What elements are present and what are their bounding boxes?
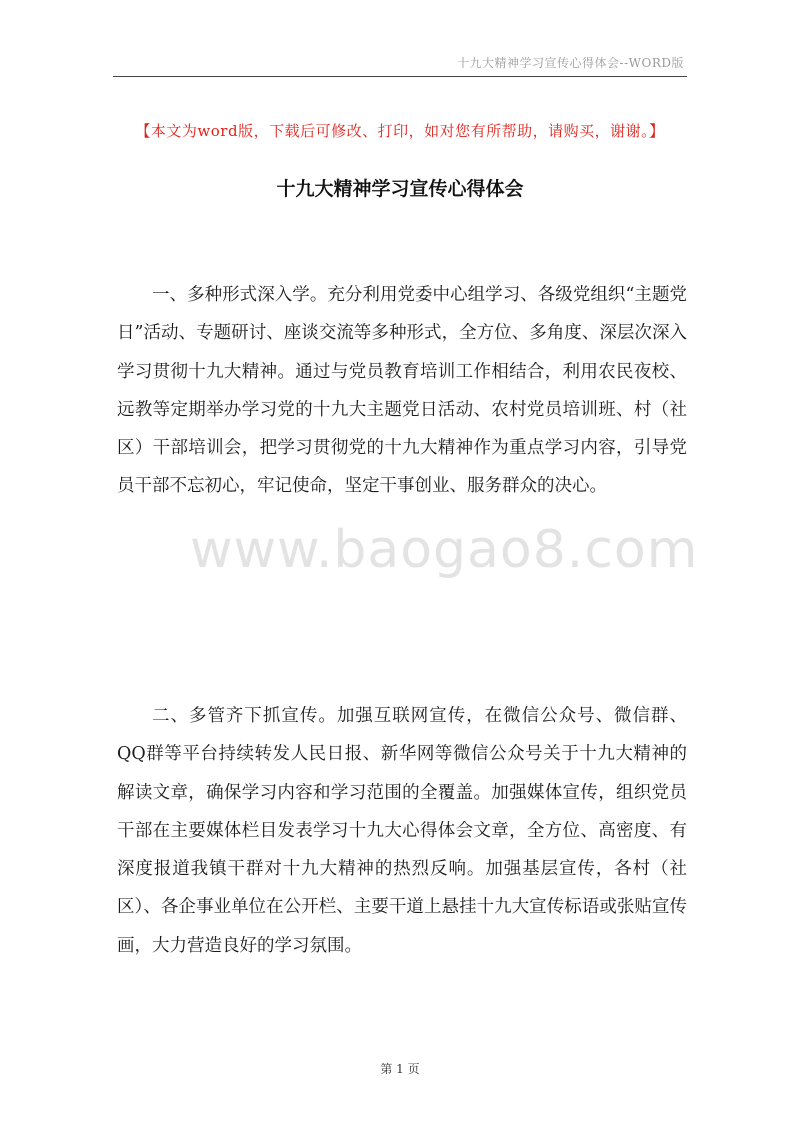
watermark: www.baogao8.com [190,520,699,580]
paragraph-2: 二、多管齐下抓宣传。加强互联网宣传，在微信公众号、微信群、QQ群等平台持续转发人民日报、新华网等微信公众号关于十九大精神的解读文章，确保学习内容和学习范围的全覆盖。加强媒体宣传，组织党员干部在主要媒体栏目发表学习十九大心得体会文章，全方位、高密度、有深度报道我镇干群对十九大精神的热烈反响。加强基层宣传，各村（社区）、各企事业单位在公开栏、主要干道上悬挂十九大宣传标语或张贴宣传画，大力营造良好的学习氛围。 [117,706,687,956]
document-title: 十九大精神学习宣传心得体会 [276,178,524,200]
download-notice: 【本文为word版，下载后可修改、打印，如对您有所帮助，请购买，谢谢。】 [135,122,665,140]
paragraph-1: 一、多种形式深入学。充分利用党委中心组学习、各级党组织“主题党日”活动、专题研讨、座谈交流等多种形式，全方位、多角度、深层次深入学习贯彻十九大精神。通过与党员教育培训工作相结合，利用农民夜校、远教等定期举办学习党的十九大主题党日活动、农村党员培训班、村（社区）干部培训会，把学习贯彻党的十九大精神作为重点学习内容，引导党员干部不忘初心，牢记使命，坚定干事创业、服务群众的决心。 [117,285,687,497]
running-header: 十九大精神学习宣传心得体会--WORD版 [457,56,684,70]
header-divider [113,76,687,77]
page-number: 第 1 页 [380,1062,420,1076]
